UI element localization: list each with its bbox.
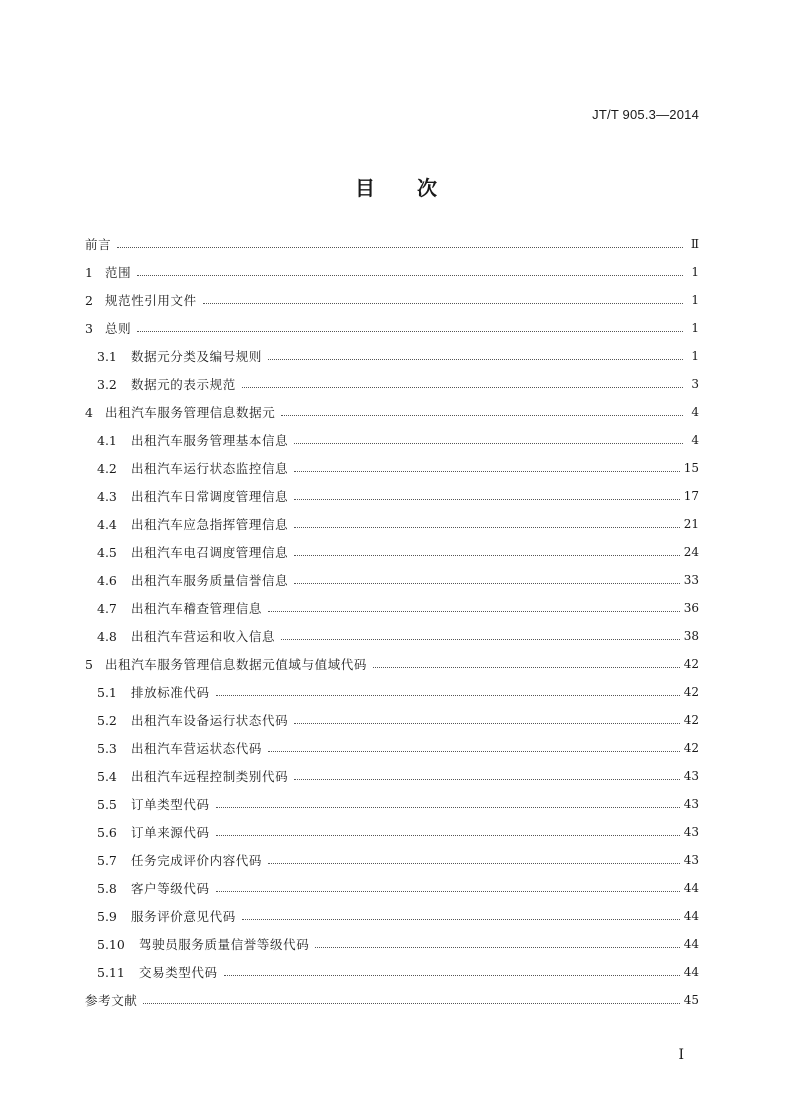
toc-entry[interactable]	[85, 734, 699, 762]
toc-entry-number: 5.8	[97, 880, 117, 896]
toc-dot-leader	[294, 442, 683, 444]
toc-entry-page: 1	[691, 265, 699, 279]
toc-entry-label: 出租汽车稽查管理信息	[131, 601, 263, 616]
toc-entry-label: 出租汽车设备运行状态代码	[131, 713, 289, 728]
toc-dot-leader	[294, 582, 680, 584]
toc-entry-page: 38	[683, 629, 699, 643]
toc-dot-leader	[373, 666, 680, 668]
toc-dot-leader	[294, 722, 680, 724]
toc-dot-leader	[216, 806, 680, 808]
toc-dot-leader	[315, 946, 679, 948]
toc-entry[interactable]	[85, 538, 699, 566]
toc-entry[interactable]	[85, 510, 699, 538]
toc-entry-page: 43	[683, 825, 699, 839]
toc-entry[interactable]	[85, 398, 699, 426]
toc-dot-leader	[268, 862, 680, 864]
toc-dot-leader	[294, 498, 680, 500]
toc-entry-page: 45	[683, 993, 699, 1007]
toc-entry-number: 5.9	[97, 908, 117, 924]
toc-entry[interactable]	[85, 874, 699, 902]
toc-entry-label: 任务完成评价内容代码	[131, 853, 263, 868]
toc-entry-page: 15	[683, 461, 699, 475]
standard-number: JT/T 905.3—2014	[592, 107, 699, 122]
toc-entry-label: 出租汽车日常调度管理信息	[131, 489, 289, 504]
toc-entry-label: 范围	[105, 265, 132, 280]
toc-entry-page: Ⅱ	[690, 237, 699, 251]
toc-entry-number: 5.11	[97, 964, 125, 980]
toc-entry-page: 44	[683, 965, 699, 979]
toc-entry[interactable]	[85, 482, 699, 510]
toc-entry-label: 规范性引用文件	[105, 293, 197, 308]
toc-dot-leader	[143, 1002, 679, 1004]
toc-entry-page: 44	[683, 937, 699, 951]
toc-dot-leader	[242, 918, 680, 920]
toc-entry-label: 参考文献	[85, 993, 138, 1008]
toc-entry-number: 3.2	[97, 376, 117, 392]
toc-entry-number: 5.2	[97, 712, 117, 728]
toc-entry-number: 4.3	[97, 488, 117, 504]
toc-entry-label: 交易类型代码	[139, 965, 218, 980]
toc-entry[interactable]	[85, 342, 699, 370]
toc-entry-label: 总则	[105, 321, 132, 336]
toc-dot-leader	[224, 974, 680, 976]
toc-entry[interactable]	[85, 230, 699, 258]
toc-entry-page: 43	[683, 769, 699, 783]
toc-entry[interactable]	[85, 566, 699, 594]
toc-entry-page: 36	[683, 601, 699, 615]
toc-entry-page: 33	[683, 573, 699, 587]
toc-entry-page: 1	[691, 349, 699, 363]
toc-entry-page: 4	[691, 405, 699, 419]
toc-dot-leader	[137, 274, 683, 276]
toc-entry-label: 出租汽车运行状态监控信息	[131, 461, 289, 476]
title-char-1: 目	[355, 176, 375, 200]
toc-dot-leader	[294, 778, 680, 780]
toc-entry-page: 24	[683, 545, 699, 559]
toc-entry-number: 5.3	[97, 740, 117, 756]
toc-entry-number: 5	[85, 656, 93, 672]
toc-entry-label: 服务评价意见代码	[131, 909, 236, 924]
toc-entry-number: 5.1	[97, 684, 117, 700]
toc-dot-leader	[216, 834, 680, 836]
toc-entry-page: 42	[683, 685, 699, 699]
toc-entry[interactable]	[85, 986, 699, 1014]
toc-dot-leader	[216, 694, 680, 696]
toc-entry[interactable]	[85, 762, 699, 790]
toc-entry[interactable]	[85, 622, 699, 650]
toc-entry-label: 出租汽车服务质量信誉信息	[131, 573, 289, 588]
toc-entry[interactable]	[85, 930, 699, 958]
toc-entry-label: 前言	[85, 237, 112, 252]
toc-entry-page: 42	[683, 713, 699, 727]
toc-entry-label: 出租汽车电召调度管理信息	[131, 545, 289, 560]
toc-entry-label: 客户等级代码	[131, 881, 210, 896]
footer-page-number: I	[678, 1047, 684, 1063]
toc-dot-leader	[294, 526, 680, 528]
toc-entry[interactable]	[85, 706, 699, 734]
toc-dot-leader	[242, 386, 683, 388]
toc-entry-number: 5.4	[97, 768, 117, 784]
toc-entry-number: 4.6	[97, 572, 117, 588]
toc-entry[interactable]	[85, 790, 699, 818]
toc-entry-label: 出租汽车营运和收入信息	[131, 629, 276, 644]
toc-entry-label: 订单类型代码	[131, 797, 210, 812]
toc-entry-label: 出租汽车营运状态代码	[131, 741, 263, 756]
toc-entry[interactable]	[85, 370, 699, 398]
toc-entry-page: 3	[691, 377, 699, 391]
toc-dot-leader	[117, 246, 683, 248]
toc-entry-label: 出租汽车应急指挥管理信息	[131, 517, 289, 532]
toc-entry-number: 5.5	[97, 796, 117, 812]
toc-entry-page: 4	[691, 433, 699, 447]
toc-dot-leader	[203, 302, 683, 304]
toc-entry[interactable]	[85, 454, 699, 482]
toc-dot-leader	[268, 610, 680, 612]
toc-entry-number: 4.2	[97, 460, 117, 476]
toc-entry-page: 44	[683, 909, 699, 923]
toc-entry-page: 42	[683, 741, 699, 755]
toc-entry-number: 5.7	[97, 852, 117, 868]
toc-entry-number: 5.10	[97, 936, 125, 952]
toc-entry[interactable]	[85, 650, 699, 678]
toc-entry-page: 43	[683, 853, 699, 867]
toc-entry-label: 出租汽车服务管理信息数据元值域与值域代码	[105, 657, 368, 672]
toc-entry[interactable]	[85, 958, 699, 986]
toc-entry[interactable]	[85, 902, 699, 930]
toc-entry-page: 44	[683, 881, 699, 895]
toc-entry-number: 4.5	[97, 544, 117, 560]
toc-entry-page: 1	[691, 321, 699, 335]
page-title	[0, 172, 792, 201]
toc-dot-leader	[294, 554, 680, 556]
toc-entry[interactable]	[85, 426, 699, 454]
toc-dot-leader	[281, 414, 683, 416]
toc-entry-number: 4.7	[97, 600, 117, 616]
title-char-2: 次	[417, 176, 437, 200]
toc-dot-leader	[281, 638, 680, 640]
table-of-contents	[85, 230, 699, 1014]
toc-entry[interactable]	[85, 818, 699, 846]
toc-entry-number: 4.8	[97, 628, 117, 644]
toc-entry-number: 3.1	[97, 348, 117, 364]
toc-entry-label: 出租汽车服务管理信息数据元	[105, 405, 276, 420]
toc-entry-label: 出租汽车服务管理基本信息	[131, 433, 289, 448]
toc-entry-label: 数据元分类及编号规则	[131, 349, 263, 364]
toc-entry[interactable]	[85, 594, 699, 622]
toc-entry[interactable]	[85, 846, 699, 874]
toc-dot-leader	[268, 750, 680, 752]
toc-entry-page: 42	[683, 657, 699, 671]
toc-dot-leader	[216, 890, 680, 892]
toc-entry-label: 驾驶员服务质量信誉等级代码	[139, 937, 310, 952]
toc-entry-number: 2	[85, 292, 93, 308]
toc-entry-page: 1	[691, 293, 699, 307]
toc-entry-page: 21	[683, 517, 699, 531]
toc-entry-number: 3	[85, 320, 93, 336]
toc-entry-number: 4.4	[97, 516, 117, 532]
toc-entry-page: 17	[683, 489, 699, 503]
toc-entry-label: 出租汽车远程控制类别代码	[131, 769, 289, 784]
toc-entry[interactable]	[85, 314, 699, 342]
toc-entry-number: 1	[85, 264, 93, 280]
toc-entry[interactable]	[85, 258, 699, 286]
toc-entry-number: 4	[85, 404, 93, 420]
toc-entry-label: 排放标准代码	[131, 685, 210, 700]
toc-entry-label: 数据元的表示规范	[131, 377, 236, 392]
toc-entry-label: 订单来源代码	[131, 825, 210, 840]
toc-entry-number: 4.1	[97, 432, 117, 448]
toc-dot-leader	[268, 358, 683, 360]
toc-entry[interactable]	[85, 286, 699, 314]
toc-entry-page: 43	[683, 797, 699, 811]
toc-entry-number: 5.6	[97, 824, 117, 840]
toc-entry[interactable]	[85, 678, 699, 706]
toc-dot-leader	[294, 470, 680, 472]
toc-dot-leader	[137, 330, 683, 332]
